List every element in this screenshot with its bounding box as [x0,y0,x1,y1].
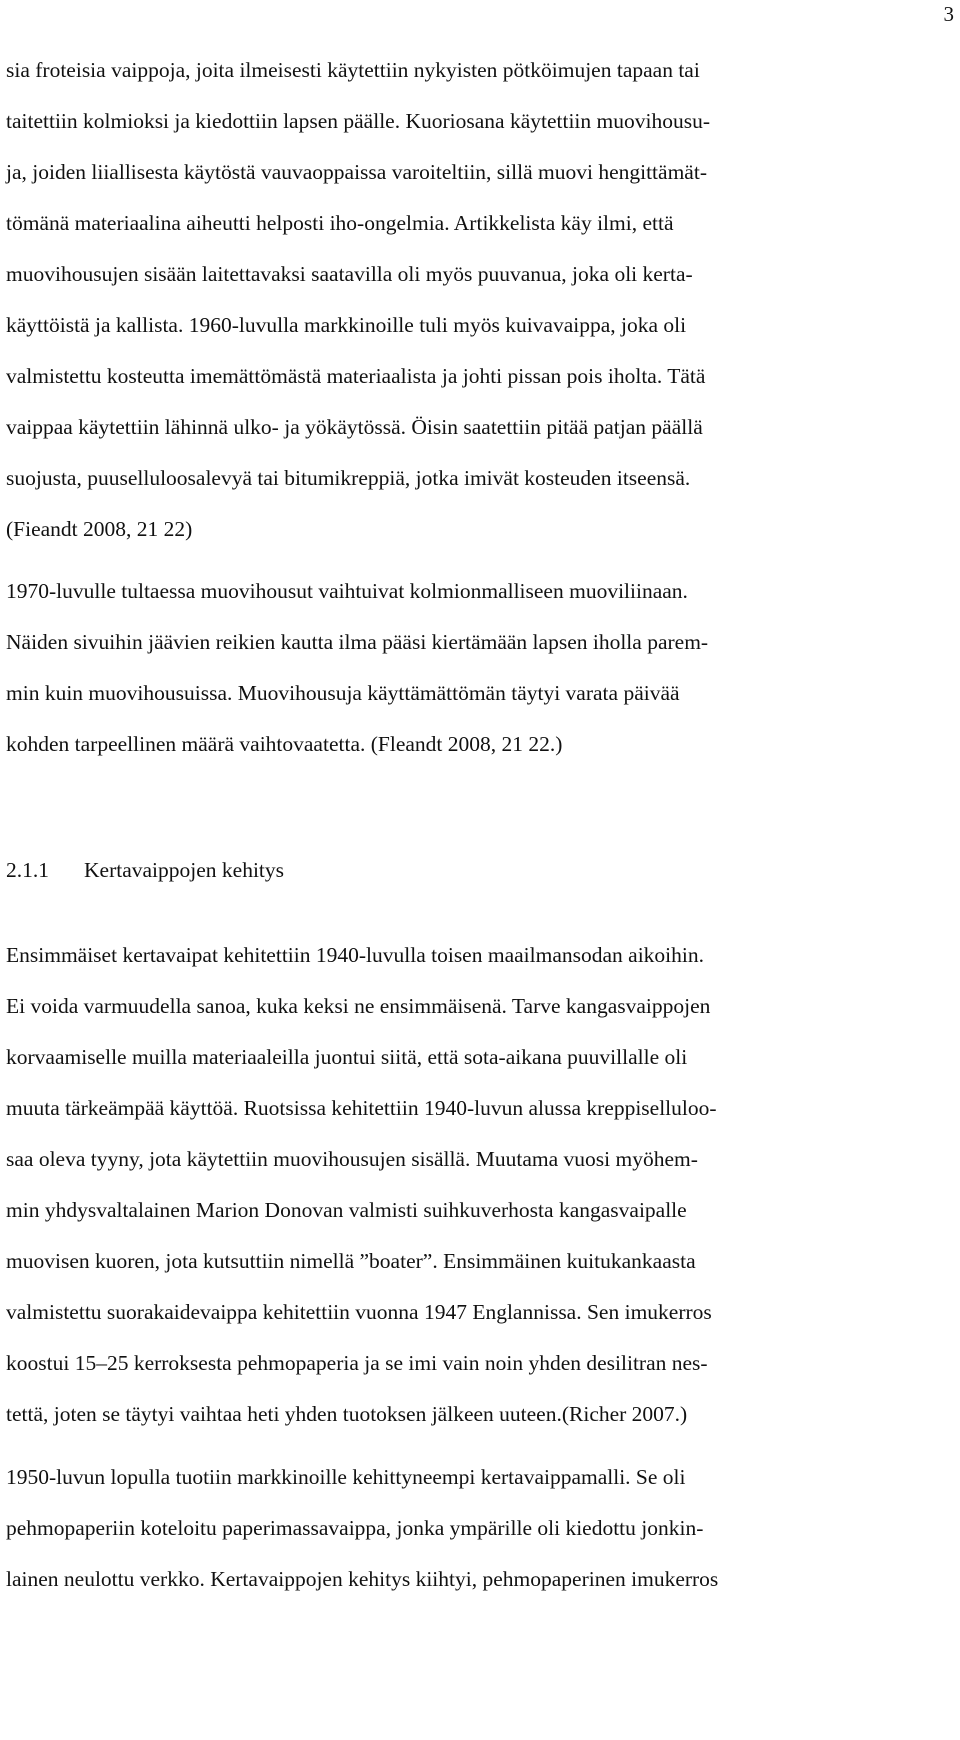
text-line: Ensimmäiset kertavaipat kehitettiin 1940-luvulla toisen maailmansodan aikoihin. [6,943,704,967]
section-number: 2.1.1 [6,858,49,882]
text-line: korvaamiselle muilla materiaaleilla juontui siitä, että sota-aikana puuvillalle oli [6,1045,688,1069]
paragraph-cloth-diapers [6,45,946,555]
text-line: vaippaa käytettiin lähinnä ulko- ja yökäytössä. Öisin saatettiin pitää patjan päällä [6,415,703,439]
text-line: valmistettu kosteutta imemättömästä materiaalista ja johti pissan pois iholta. Tätä [6,364,706,388]
text-line: tömänä materiaalina aiheutti helposti iho-ongelmia. Artikkelista käy ilmi, että [6,211,674,235]
text-line: ja, joiden liiallisesta käytöstä vauvaoppaissa varoiteltiin, sillä muovi hengittämät- [6,160,707,184]
text-line: min kuin muovihousuissa. Muovihousuja käyttämättömän täytyi varata päivää [6,681,680,705]
section-heading [6,845,284,896]
text-line: sia froteisia vaippoja, joita ilmeisesti käytettiin nykyisten pötköimujen tapaan tai [6,58,700,82]
text-line: muovisen kuoren, jota kutsuttiin nimellä ”boater”. Ensimmäinen kuitukankaasta [6,1249,696,1273]
text-line: taitettiin kolmioksi ja kiedottiin lapsen päälle. Kuoriosana käytettiin muovihousu- [6,109,710,133]
text-line: käyttöistä ja kallista. 1960-luvulla markkinoille tuli myös kuivavaippa, joka oli [6,313,687,337]
text-line: saa oleva tyyny, jota käytettiin muovihousujen sisällä. Muutama vuosi myöhem- [6,1147,698,1171]
page-number: 3 [943,2,954,26]
text-line: 1950-luvun lopulla tuotiin markkinoille kehittyneempi kertavaippamalli. Se oli [6,1465,686,1489]
text-line: pehmopaperiin koteloitu paperimassavaippa, jonka ympärille oli kiedottu jonkin- [6,1516,704,1540]
paragraph-disposable-history [6,930,946,1440]
text-line: Ei voida varmuudella sanoa, kuka keksi ne ensimmäisenä. Tarve kangasvaippojen [6,994,711,1018]
text-line: (Fieandt 2008, 21 22) [6,517,193,541]
section-title: Kertavaippojen kehitys [84,858,285,882]
text-line: suojusta, puuselluloosalevyä tai bitumikreppiä, jotka imivät kosteuden itseensä. [6,466,691,490]
text-line: Näiden sivuihin jäävien reikien kautta ilma pääsi kiertämään lapsen iholla parem- [6,630,709,654]
paragraph-1970s [6,566,946,770]
paragraph-1950s [6,1452,946,1605]
text-line: kohden tarpeellinen määrä vaihtovaatetta. (Fleandt 2008, 21 22.) [6,732,563,756]
text-line: min yhdysvaltalainen Marion Donovan valmisti suihkuverhosta kangasvaipalle [6,1198,687,1222]
text-line: valmistettu suorakaidevaippa kehitettiin vuonna 1947 Englannissa. Sen imukerros [6,1300,712,1324]
text-line: koostui 15–25 kerroksesta pehmopaperia ja se imi vain noin yhden desilitran nes- [6,1351,708,1375]
text-line: muovihousujen sisään laitettavaksi saatavilla oli myös puuvanua, joka oli kerta- [6,262,693,286]
text-line: tettä, joten se täytyi vaihtaa heti yhden tuotoksen jälkeen uuteen.(Richer 2007.) [6,1402,688,1426]
text-line: lainen neulottu verkko. Kertavaippojen kehitys kiihtyi, pehmopaperinen imukerros [6,1567,719,1591]
text-line: muuta tärkeämpää käyttöä. Ruotsissa kehitettiin 1940-luvun alussa kreppiselluloo- [6,1096,717,1120]
text-line: 1970-luvulle tultaessa muovihousut vaihtuivat kolmionmalliseen muoviliinaan. [6,579,688,603]
